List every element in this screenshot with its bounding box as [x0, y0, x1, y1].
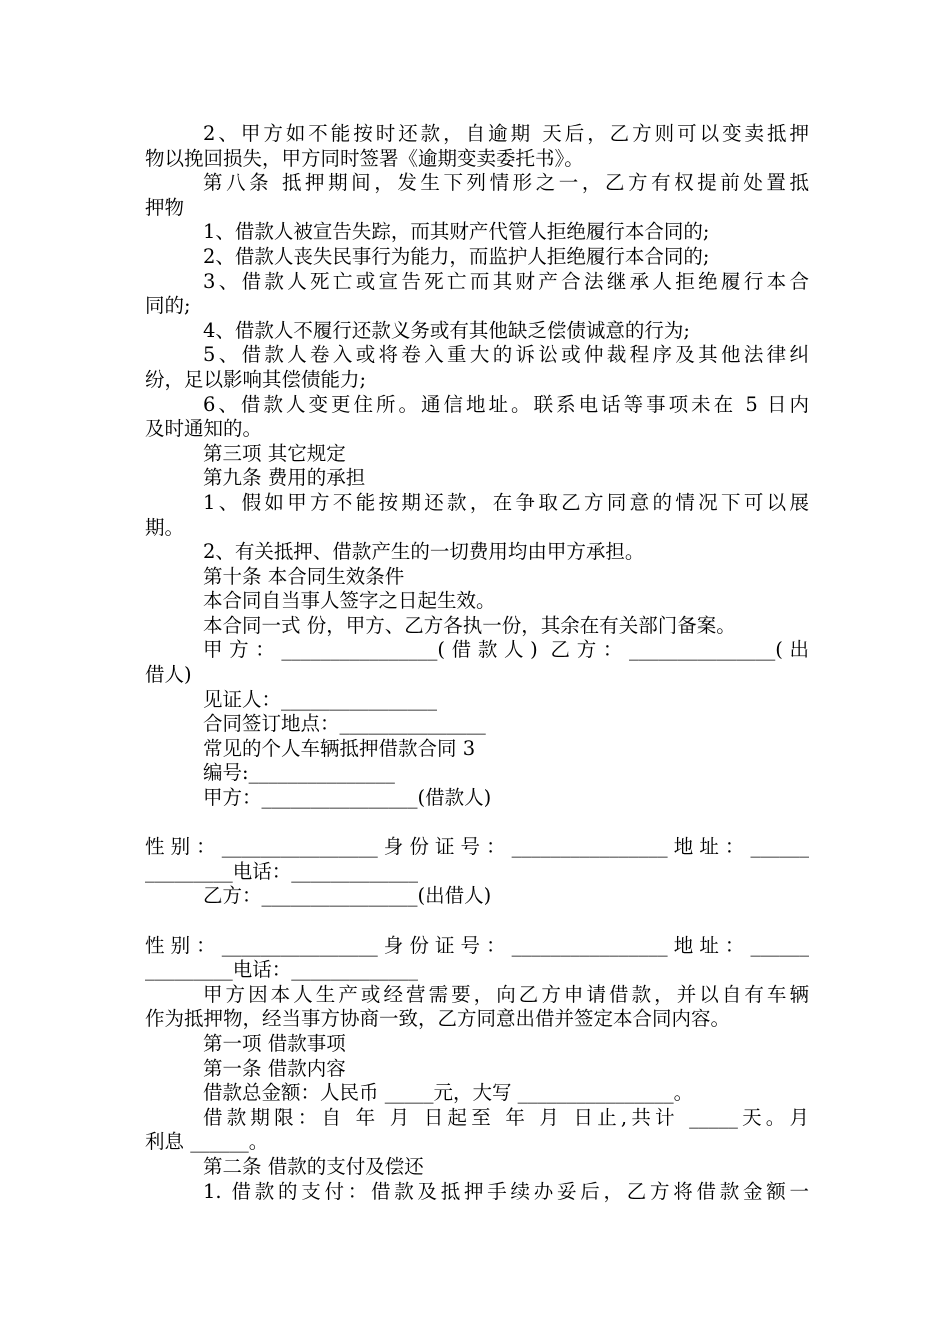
party-a-details: 性别：________________身份证号：________________地址：______	[145, 835, 809, 859]
text-line: 押物	[145, 195, 185, 219]
list-item: 1. 借款的支付：借款及抵押手续办妥后，乙方将借款金额一	[203, 1179, 809, 1203]
text-line: 2、甲方如不能按时还款，自逾期 天后，乙方则可以变卖抵押	[203, 122, 809, 145]
article-heading: 第九条 费用的承担	[203, 466, 366, 490]
text-line: 作为抵押物，经当事方协商一致，乙方同意出借并签定本合同内容。	[145, 1007, 731, 1031]
article-heading: 第八条 抵押期间，发生下列情形之一，乙方有权提前处置抵	[203, 171, 809, 195]
text-line: 本合同自当事人签字之日起生效。	[203, 589, 496, 613]
party-a-line: 甲方：________________(借款人)	[203, 786, 492, 810]
text-line: 同的;	[145, 294, 191, 318]
text-line: 期。	[145, 515, 185, 539]
section-heading: 第三项 其它规定	[203, 441, 346, 465]
article-heading: 第一条 借款内容	[203, 1056, 346, 1080]
text-line: 纷，足以影响其偿债能力;	[145, 367, 367, 391]
list-item: 2、有关抵押、借款产生的一切费用均由甲方承担。	[203, 540, 645, 564]
list-item: 6、借款人变更住所。通信地址。联系电话等事项未在 5 日内	[203, 392, 809, 416]
interest-line: 利息 ______。	[145, 1130, 269, 1154]
witness-line: 见证人：________________	[203, 687, 438, 711]
contract-title: 常见的个人车辆抵押借款合同 3	[203, 736, 476, 760]
blank-line	[145, 811, 809, 836]
contract-page	[145, 122, 809, 1204]
text-line: 及时通知的。	[145, 417, 263, 441]
party-b-details: 性别：________________身份证号：________________地址：______	[145, 933, 809, 957]
list-item: 5、借款人卷入或将卷入重大的诉讼或仲裁程序及其他法律纠	[203, 343, 809, 367]
section-heading: 第一项 借款事项	[203, 1031, 346, 1055]
list-item: 2、借款人丧失民事行为能力，而监护人拒绝履行本合同的;	[203, 244, 710, 268]
loan-term-line: 借款期限：自 年 月 日起至 年 月 日止,共计 _____天。月	[203, 1105, 809, 1129]
list-item: 1、借款人被宣告失踪，而其财产代管人拒绝履行本合同的;	[203, 220, 710, 244]
blank-line	[145, 909, 809, 934]
party-a-phone: _________电话：_____________	[145, 859, 419, 883]
signing-place-line: 合同签订地点：_______________	[203, 712, 486, 736]
list-item: 3、借款人死亡或宣告死亡而其财产合法继承人拒绝履行本合	[203, 269, 809, 293]
loan-amount-line: 借款总金额：人民币 _____元，大写 ________________。	[203, 1081, 694, 1105]
text-line: 物以挽回损失，甲方同时签署《逾期变卖委托书》。	[145, 146, 584, 170]
list-item: 1、假如甲方不能按期还款，在争取乙方同意的情况下可以展	[203, 490, 809, 514]
article-heading: 第十条 本合同生效条件	[203, 564, 405, 588]
text-line: 甲方因本人生产或经营需要，向乙方申请借款，并以自有车辆	[203, 982, 809, 1006]
list-item: 4、借款人不履行还款义务或有其他缺乏偿债诚意的行为;	[203, 318, 690, 342]
party-b-line: 乙方：________________(出借人)	[203, 884, 492, 908]
party-b-phone: _________电话：_____________	[145, 958, 419, 982]
signature-line: 甲方：________________(借款人) 乙方：_______________(出	[203, 638, 809, 662]
article-heading: 第二条 借款的支付及偿还	[203, 1154, 424, 1178]
text-line: 借人)	[145, 663, 192, 687]
contract-number: 编号:_______________	[203, 761, 395, 785]
text-line: 本合同一式 份，甲方、乙方各执一份，其余在有关部门备案。	[203, 613, 736, 637]
